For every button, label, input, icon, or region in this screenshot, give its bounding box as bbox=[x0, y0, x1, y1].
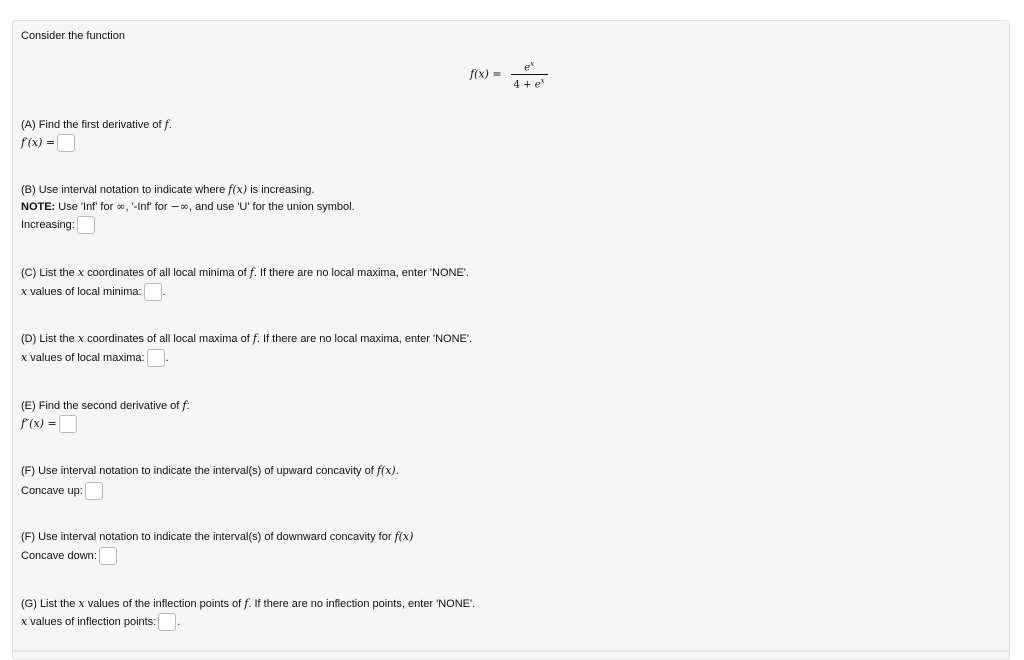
function-fraction bbox=[511, 58, 548, 92]
function-lhs: f(x) = bbox=[470, 67, 502, 81]
function-display bbox=[470, 58, 548, 92]
partF2-answer-row bbox=[21, 547, 117, 565]
partG-answer-label: values of inflection points: bbox=[27, 615, 157, 628]
partA-answer-row bbox=[21, 134, 75, 152]
local-maxima-input[interactable] bbox=[147, 349, 165, 367]
fraction-numerator: $e^x$ bbox=[511, 58, 548, 75]
fraction-denominator: $4 + e^x$ bbox=[513, 77, 545, 91]
partD-answer-label: values of local maxima: bbox=[27, 351, 145, 364]
partF1-answer-label: Concave up: bbox=[21, 484, 83, 497]
intro-text: Consider the function bbox=[21, 30, 125, 42]
partF2-answer-label: Concave down: bbox=[21, 549, 97, 562]
partA-answer-label: f′(x) = bbox=[21, 135, 56, 149]
local-minima-input[interactable] bbox=[144, 283, 162, 301]
partF2-question: (F) Use interval notation to indicate the interval(s) of downward concavity for f(x) bbox=[21, 530, 414, 543]
partE-answer-input[interactable] bbox=[59, 415, 77, 433]
partB-answer-row bbox=[21, 216, 95, 234]
partC-answer-row: x values of local minima: . bbox=[21, 283, 166, 301]
partC-question: (C) List the x coordinates of all local minima of f. If there are no local maxima, enter 'NONE'. bbox=[21, 266, 469, 279]
partE-answer-label: f″(x) = bbox=[21, 416, 57, 430]
partE-answer-row bbox=[21, 415, 77, 433]
partD-question: (D) List the x coordinates of all local maxima of f. If there are no local maxima, enter 'NONE'. bbox=[21, 332, 473, 345]
concave-down-input[interactable] bbox=[99, 547, 117, 565]
partE-question: (E) Find the second derivative of f: bbox=[21, 399, 190, 412]
partA-answer-input[interactable] bbox=[57, 134, 75, 152]
partB-note: NOTE: Use 'Inf' for ∞, '-Inf' for −∞, and use 'U' for the union symbol. bbox=[21, 200, 355, 213]
partB-answer-label: Increasing: bbox=[21, 218, 75, 231]
partD-answer-row: x values of local maxima: . bbox=[21, 349, 169, 367]
partF1-question: (F) Use interval notation to indicate the interval(s) of upward concavity of f(x). bbox=[21, 464, 399, 477]
inflection-points-input[interactable] bbox=[158, 613, 176, 631]
increasing-input[interactable] bbox=[77, 216, 95, 234]
partA-question: (A) Find the first derivative of f. bbox=[21, 118, 172, 131]
partF1-answer-row bbox=[21, 482, 103, 500]
partG-answer-row: x values of inflection points: . bbox=[21, 613, 180, 631]
partB-question: (B) Use interval notation to indicate where f(x) is increasing. bbox=[21, 183, 315, 196]
partG-question: (G) List the x values of the inflection points of f. If there are no inflection points, enter 'NONE'. bbox=[21, 597, 476, 610]
partC-answer-label: values of local minima: bbox=[27, 285, 142, 298]
concave-up-input[interactable] bbox=[85, 482, 103, 500]
